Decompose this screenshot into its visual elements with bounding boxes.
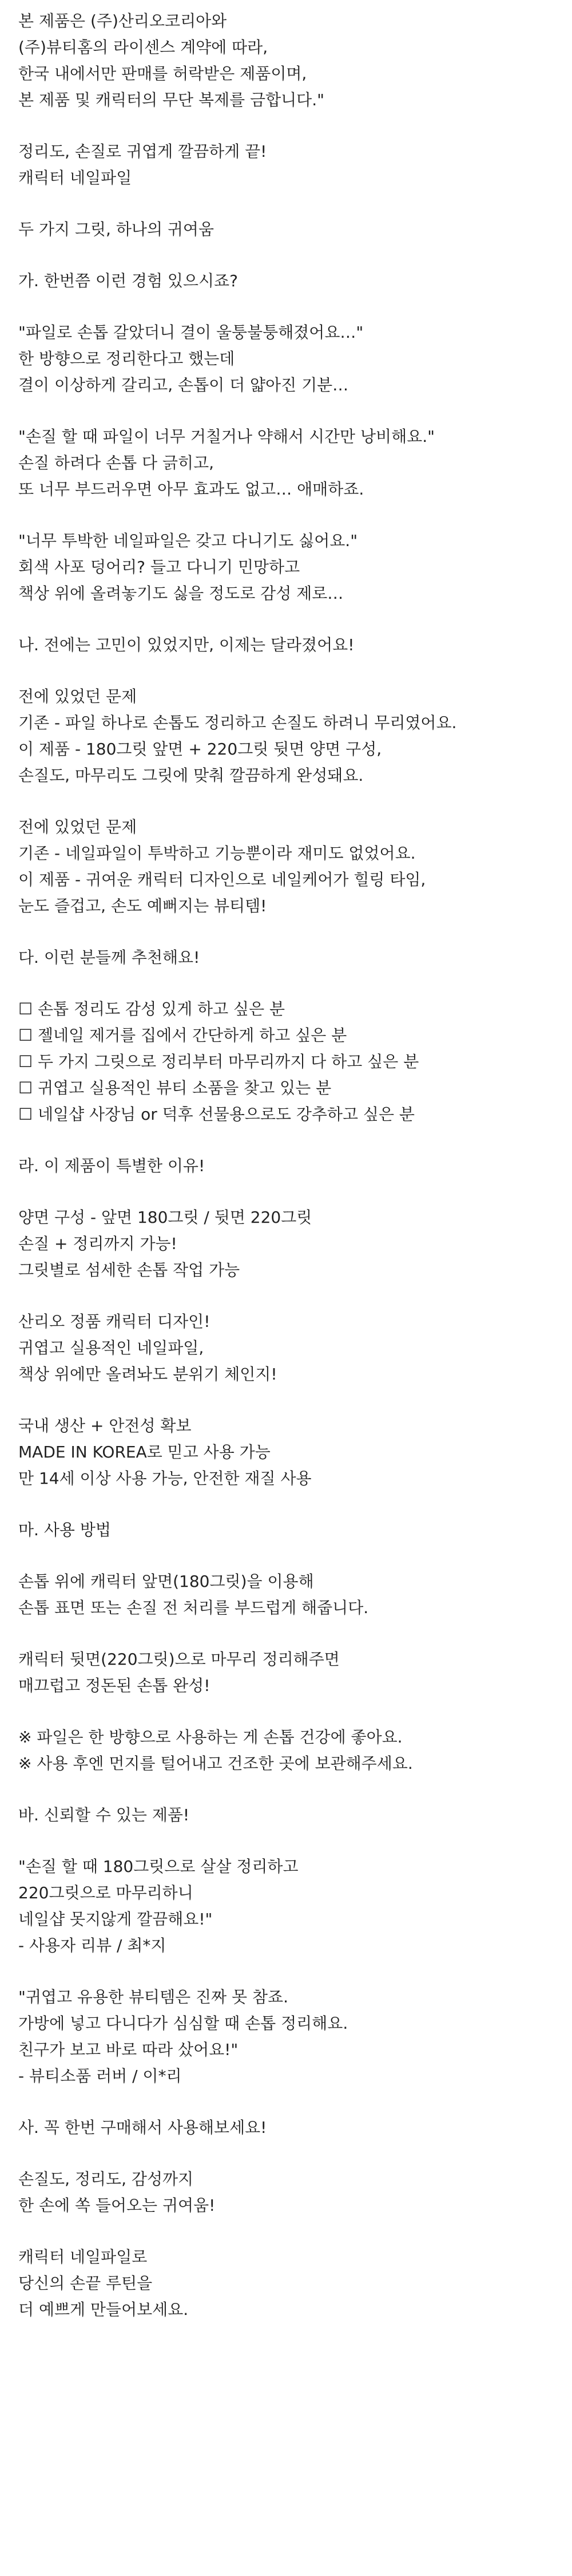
text-line: "귀엽고 유용한 뷰티템은 진짜 못 참죠. <box>18 1988 289 2006</box>
text-line: 결이 이상하게 갈리고, 손톱이 더 얇아진 기분… <box>18 376 349 394</box>
paragraph <box>18 1984 556 2089</box>
paragraph <box>18 1153 556 1179</box>
text-line: 또 너무 부드러우면 아무 효과도 없고… 애매하죠. <box>18 480 364 499</box>
text-line: 기존 - 파일 하나로 손톱도 정리하고 손질도 하려니 무리였어요. <box>18 713 457 732</box>
text-line: 손질 하려다 손톱 다 긁히고, <box>18 453 214 472</box>
text-line: 마. 사용 방법 <box>18 1520 111 1539</box>
text-line: 가방에 넣고 다니다가 심심할 때 손톱 정리해요. <box>18 2014 348 2033</box>
text-line: 정리도, 손질로 귀엽게 깔끔하게 끝! <box>18 142 267 161</box>
text-line: 두 가지 그릿, 하나의 귀여움 <box>18 220 214 239</box>
paragraph <box>18 1413 556 1492</box>
text-line: 손질도, 정리도, 감성까지 <box>18 2170 194 2188</box>
paragraph <box>18 8 556 113</box>
product-description <box>18 8 556 2348</box>
paragraph <box>18 2244 556 2323</box>
text-line: 손질도, 마무리도 그릿에 맞춰 깔끔하게 완성돼요. <box>18 766 364 785</box>
text-line: 책상 위에 올려놓기도 싫을 정도로 감성 제로… <box>18 584 344 603</box>
paragraph <box>18 683 556 789</box>
paragraph <box>18 319 556 398</box>
text-line: 회색 사포 덩어리? 들고 다니기 민망하고 <box>18 558 300 576</box>
text-line: 당신의 손끝 루틴을 <box>18 2274 153 2293</box>
text-line: 눈도 즐겁고, 손도 예뻐지는 뷰티템! <box>18 896 267 915</box>
text-line: 한 방향으로 정리한다고 했는데 <box>18 349 235 368</box>
paragraph <box>18 945 556 971</box>
paragraph <box>18 424 556 503</box>
text-line: - 사용자 리뷰 / 최*지 <box>18 1936 166 1955</box>
text-line: 그릿별로 섬세한 손톱 작업 가능 <box>18 1261 240 1279</box>
text-line: ※ 파일은 한 방향으로 사용하는 게 손톱 건강에 좋아요. <box>18 1728 403 1747</box>
text-line: 사. 꼭 한번 구매해서 사용해보세요! <box>18 2118 267 2137</box>
paragraph <box>18 1724 556 1777</box>
paragraph <box>18 1646 556 1699</box>
text-line: ☐ 젤네일 제거를 집에서 간단하게 하고 싶은 분 <box>18 1026 347 1045</box>
paragraph <box>18 1854 556 1959</box>
text-line: 캐릭터 네일파일로 <box>18 2247 148 2266</box>
text-line: 가. 한번쯤 이런 경험 있으시죠? <box>18 271 238 290</box>
text-line: 만 14세 이상 사용 가능, 안전한 재질 사용 <box>18 1469 312 1488</box>
text-line: ※ 사용 후엔 먼지를 털어내고 건조한 곳에 보관해주세요. <box>18 1754 413 1773</box>
paragraph <box>18 996 556 1128</box>
text-line: 기존 - 네일파일이 투박하고 기능뿐이라 재미도 없었어요. <box>18 844 416 863</box>
text-line: 라. 이 제품이 특별한 이유! <box>18 1156 205 1175</box>
text-line: (주)뷰티홈의 라이센스 계약에 따라, <box>18 38 268 57</box>
text-line: MADE IN KOREA로 믿고 사용 가능 <box>18 1443 271 1461</box>
paragraph <box>18 528 556 607</box>
text-line: 양면 구성 - 앞면 180그릿 / 뒷면 220그릿 <box>18 1208 312 1227</box>
paragraph <box>18 2115 556 2141</box>
text-line: "너무 투박한 네일파일은 갖고 다니기도 싫어요." <box>18 531 358 550</box>
text-line: 전에 있었던 문제 <box>18 817 137 836</box>
paragraph <box>18 814 556 919</box>
paragraph <box>18 139 556 191</box>
text-line: 바. 신뢰할 수 있는 제품! <box>18 1805 190 1824</box>
paragraph <box>18 2166 556 2219</box>
paragraph <box>18 268 556 294</box>
text-line: 본 제품은 (주)산리오코리아와 <box>18 11 227 30</box>
text-line: 국내 생산 + 안전성 확보 <box>18 1416 192 1435</box>
text-line: "손질 할 때 180그릿으로 살살 정리하고 <box>18 1857 299 1876</box>
text-line: 나. 전에는 고민이 있었지만, 이제는 달라졌어요! <box>18 635 355 654</box>
text-line: ☐ 두 가지 그릿으로 정리부터 마무리까지 다 하고 싶은 분 <box>18 1052 419 1071</box>
text-line: 귀엽고 실용적인 네일파일, <box>18 1338 204 1357</box>
text-line: 친구가 보고 바로 따라 샀어요!" <box>18 2040 239 2059</box>
text-line: 이 제품 - 귀여운 캐릭터 디자인으로 네일케어가 힐링 타임, <box>18 870 426 889</box>
paragraph <box>18 1309 556 1388</box>
text-line: 손질 + 정리까지 가능! <box>18 1234 177 1253</box>
paragraph <box>18 1802 556 1828</box>
text-line: ☐ 손톱 정리도 감성 있게 하고 싶은 분 <box>18 999 285 1018</box>
text-line: 손톱 표면 또는 손질 전 처리를 부드럽게 해줍니다. <box>18 1598 369 1617</box>
text-line: - 뷰티소품 러버 / 이*리 <box>18 2067 182 2085</box>
text-line: 캐릭터 네일파일 <box>18 168 132 187</box>
text-line: ☐ 네일샵 사장님 or 덕후 선물용으로도 강추하고 싶은 분 <box>18 1105 415 1124</box>
text-line: "파일로 손톱 갈았더니 결이 울퉁불퉁해졌어요…" <box>18 323 364 342</box>
paragraph <box>18 216 556 243</box>
text-line: "손질 할 때 파일이 너무 거칠거나 약해서 시간만 낭비해요." <box>18 427 435 446</box>
text-line: 한 손에 쏙 들어오는 귀여움! <box>18 2196 216 2215</box>
text-line: 한국 내에서만 판매를 허락받은 제품이며, <box>18 64 307 83</box>
text-line: 본 제품 및 캐릭터의 무단 복제를 금합니다." <box>18 90 324 109</box>
paragraph <box>18 1517 556 1543</box>
text-line: 손톱 위에 캐릭터 앞면(180그릿)을 이용해 <box>18 1572 314 1591</box>
paragraph <box>18 1568 556 1621</box>
text-line: 책상 위에만 올려놔도 분위기 체인지! <box>18 1365 277 1384</box>
text-line: 이 제품 - 180그릿 앞면 + 220그릿 뒷면 양면 구성, <box>18 740 382 758</box>
text-line: 산리오 정품 캐릭터 디자인! <box>18 1312 210 1331</box>
text-line: 네일샵 못지않게 깔끔해요!" <box>18 1910 213 1929</box>
text-line: 220그릿으로 마무리하니 <box>18 1883 193 1902</box>
text-line: 전에 있었던 문제 <box>18 687 137 706</box>
text-line: 캐릭터 뒷면(220그릿)으로 마무리 정리해주면 <box>18 1650 340 1669</box>
text-line: 더 예쁘게 만들어보세요. <box>18 2300 189 2319</box>
text-line: 매끄럽고 정돈된 손톱 완성! <box>18 1676 210 1695</box>
paragraph <box>18 632 556 658</box>
paragraph <box>18 1204 556 1283</box>
text-line: ☐ 귀엽고 실용적인 뷰티 소품을 찾고 있는 분 <box>18 1078 332 1097</box>
text-line: 다. 이런 분들께 추천해요! <box>18 948 200 967</box>
